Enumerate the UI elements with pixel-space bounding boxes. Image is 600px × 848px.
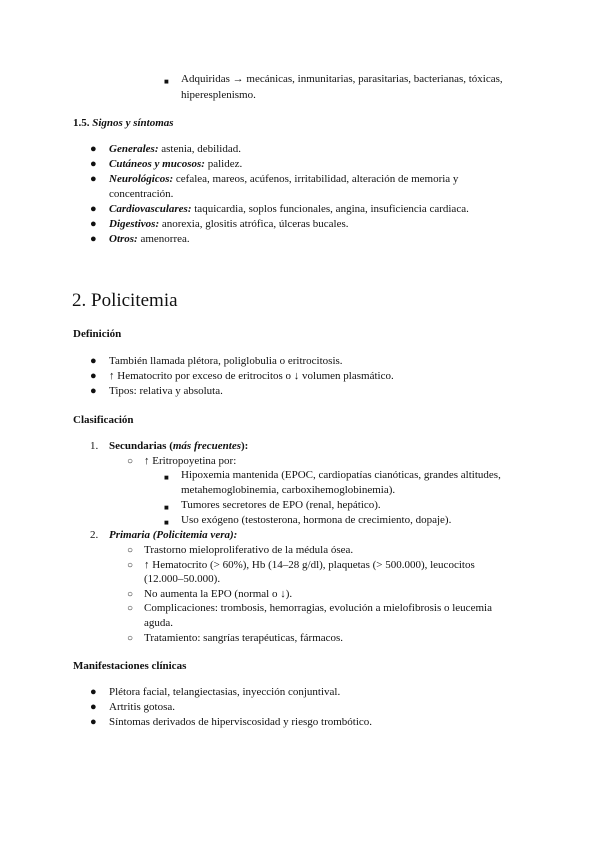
bullet-icon: ● [90, 355, 97, 367]
sub-item-continuation: (12.000–50.000). [144, 573, 221, 585]
bullet-icon: ● [90, 233, 97, 245]
item-text: amenorrea. [137, 233, 190, 245]
item-label: Cutáneos y mucosos: [109, 158, 205, 170]
list-item [109, 172, 458, 187]
list-item [109, 232, 190, 247]
item-text: cefalea, mareos, acúfenos, irritabilidad, alteración de memoria y [173, 173, 459, 185]
bullet-icon: ● [90, 701, 97, 713]
item-text: taquicardia, soplos funcionales, angina, insuficiencia cardiaca. [191, 203, 469, 215]
sub-item: ↑ Hematocrito (> 60%), Hb (14–28 g/dl), plaquetas (> 500.000), leucocitos [144, 559, 475, 571]
heading-number: 1.5. [73, 117, 90, 129]
heading-text: Signos y síntomas [92, 117, 174, 129]
sub-item: Trastorno mieloproliferativo de la médula ósea. [144, 544, 354, 556]
section-title: 2. Policitemia [72, 290, 178, 311]
bullet-icon: ● [90, 218, 97, 230]
sub-item: No aumenta la EPO (normal o ↓). [144, 588, 293, 600]
bullet-icon: ● [90, 370, 97, 382]
list-item [109, 217, 348, 232]
item-text: palidez. [204, 158, 243, 170]
bullet-icon: ● [90, 686, 97, 698]
sub-item: Complicaciones: trombosis, hemorragias, evolución a mielofibrosis o leucemia [144, 602, 492, 614]
list-number: 1. [90, 440, 99, 452]
item-label: Secundarias ( [109, 440, 173, 452]
bullet-icon: ● [90, 158, 97, 170]
bullet-icon: ● [90, 385, 97, 397]
circle-bullet-icon: ○ [127, 545, 134, 556]
item-label-italic: más frecuentes [172, 440, 242, 452]
list-item: También llamada plétora, poliglobulia o eritrocitosis. [109, 355, 343, 367]
subsub-item: Hipoxemia mantenida (EPOC, cardiopatías cianóticas, grandes altitudes, [181, 469, 501, 481]
item-label: Digestivos: [109, 218, 160, 230]
item-text: anorexia, glositis atrófica, úlceras bucales. [159, 218, 349, 230]
circle-bullet-icon: ○ [127, 589, 134, 600]
list-item: Artritis gotosa. [109, 701, 175, 713]
subsection-heading: Manifestaciones clínicas [73, 660, 187, 672]
circle-bullet-icon: ○ [127, 456, 134, 467]
square-bullet-icon: ■ [164, 518, 169, 527]
item-label: Generales: [109, 143, 159, 155]
list-item [109, 202, 469, 217]
list-item-label: Primaria (Policitemia vera): [109, 529, 238, 541]
subsub-item: Uso exógeno (testosterona, hormona de crecimiento, dopaje). [181, 514, 452, 526]
section-heading [73, 116, 174, 131]
circle-bullet-icon: ○ [127, 560, 134, 571]
square-bullet-icon: ■ [164, 503, 169, 512]
item-label: Cardiovasculares: [109, 203, 192, 215]
square-bullet-icon: ■ [164, 77, 169, 86]
sub-item: Tratamiento: sangrías terapéuticas, fármacos. [144, 632, 344, 644]
list-item-text: Adquiridas → mecánicas, inmunitarias, parasitarias, bacterianas, tóxicas, [181, 73, 503, 85]
bullet-icon: ● [90, 203, 97, 215]
item-label: Neurológicos: [109, 173, 174, 185]
list-item [109, 142, 241, 157]
list-item [109, 439, 248, 454]
bullet-icon: ● [90, 173, 97, 185]
item-label: Otros: [109, 233, 138, 245]
circle-bullet-icon: ○ [127, 633, 134, 644]
list-item [109, 157, 242, 172]
item-text: astenia, debilidad. [158, 143, 241, 155]
list-number: 2. [90, 529, 99, 541]
subsection-heading: Definición [73, 328, 122, 340]
list-item: Plétora facial, telangiectasias, inyección conjuntival. [109, 686, 341, 698]
bullet-icon: ● [90, 143, 97, 155]
list-item: ↑ Hematocrito por exceso de eritrocitos o ↓ volumen plasmático. [109, 370, 394, 382]
circle-bullet-icon: ○ [127, 603, 134, 614]
bullet-icon: ● [90, 716, 97, 728]
square-bullet-icon: ■ [164, 473, 169, 482]
subsection-heading: Clasificación [73, 414, 134, 426]
list-item: Síntomas derivados de hiperviscosidad y riesgo trombótico. [109, 716, 373, 728]
sub-item-continuation: aguda. [144, 617, 174, 629]
list-item-text: hiperesplenismo. [181, 89, 256, 101]
list-item: Tipos: relativa y absoluta. [109, 385, 223, 397]
item-text-continuation: concentración. [109, 188, 174, 200]
item-label-end: ): [241, 440, 249, 452]
sub-item: ↑ Eritropoyetina por: [144, 455, 237, 467]
subsub-item-continuation: metahemoglobinemia, carboxihemoglobinemia). [181, 484, 396, 496]
subsub-item: Tumores secretores de EPO (renal, hepático). [181, 499, 381, 511]
